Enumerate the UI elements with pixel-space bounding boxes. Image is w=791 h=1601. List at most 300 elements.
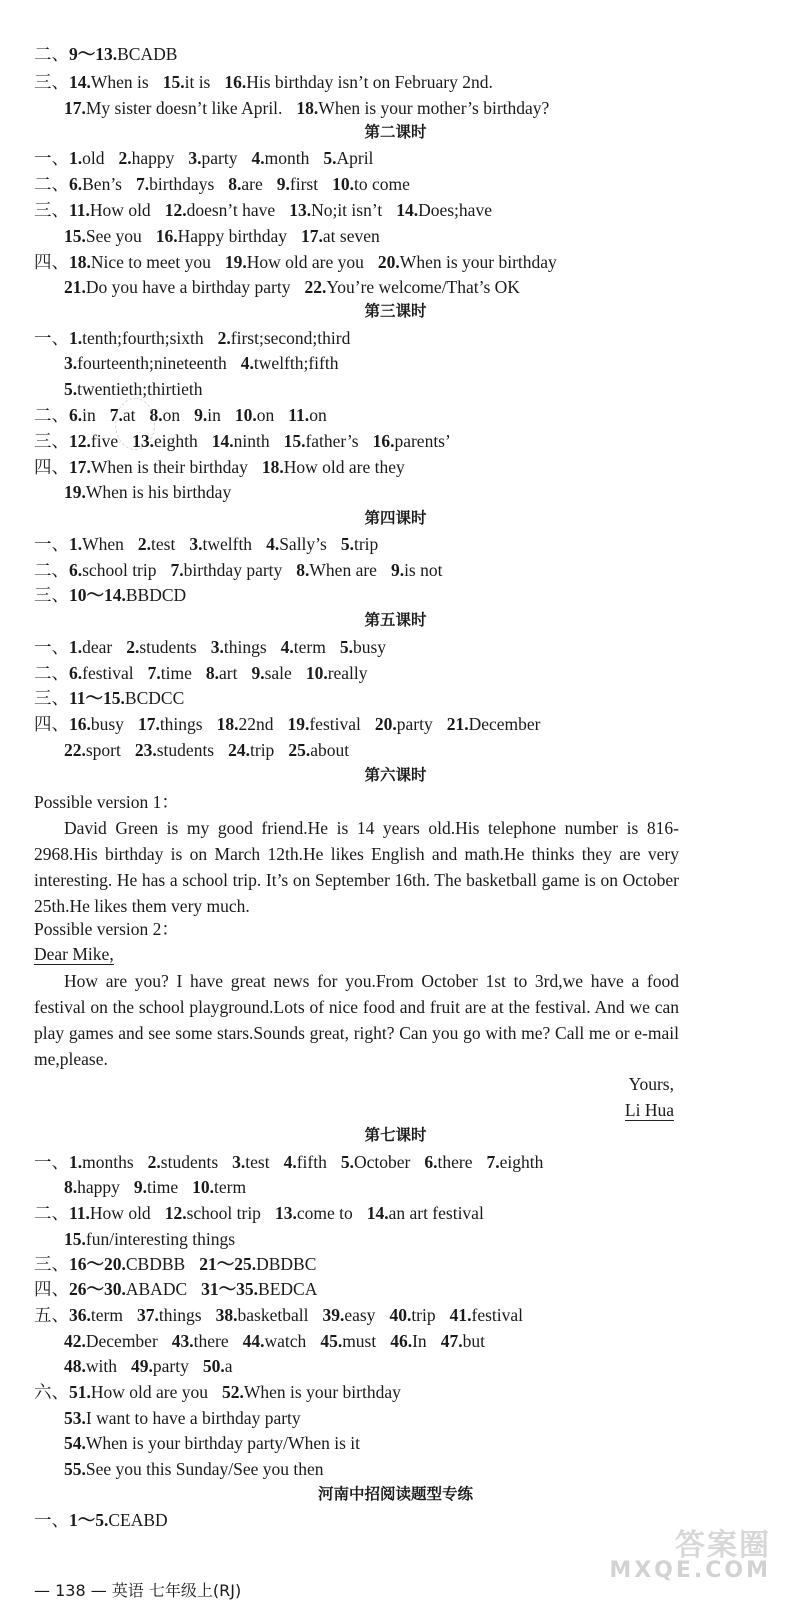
answer-text: parents’ [394,431,451,451]
question-number: 11. [69,200,90,220]
section-number: 四、 [34,457,69,477]
answer-text: Sally’s [279,534,327,554]
answer-item [284,431,359,451]
question-number: 18. [69,252,91,272]
answer-item [228,740,274,760]
answer-text: In [412,1331,427,1351]
answer-item [138,534,175,554]
section-number: 二、 [34,44,69,64]
question-number: 13. [274,1203,297,1223]
question-number: 9. [390,560,405,580]
answer-text: dear [82,637,113,657]
answer-line [34,173,424,195]
answer-item [288,405,326,425]
answer-item [69,688,184,708]
answer-item [69,1279,187,1299]
question-number: 4. [266,534,280,554]
question-number: 10. [305,663,328,683]
answer-item [320,1331,376,1351]
question-number: 7. [147,663,161,683]
question-number: 9. [251,663,265,683]
question-number: 9. [276,174,290,194]
answer-text: there [193,1331,229,1351]
answer-item [450,1305,523,1325]
answer-item [69,560,157,580]
essay-version-2-label: Possible version 2： [34,919,179,939]
answer-text: test [151,534,176,554]
question-number: 19. [64,482,86,502]
question-number: 39. [322,1305,345,1325]
answer-text: term [214,1177,247,1197]
watermark-url: MXQE.COM [609,1558,771,1583]
answer-text: students [156,740,215,760]
question-number: 16. [69,714,91,734]
section-heading-henan-reading: 河南中招阅读题型专练 [317,1485,473,1503]
question-number: 2. [126,637,140,657]
answer-text: things [159,714,203,734]
question-number: 19. [287,714,310,734]
question-number: 14. [396,200,419,220]
section-heading-lesson-4: 第四课时 [364,509,427,527]
answer-text: term [293,637,326,657]
question-number: 1. [69,148,83,168]
answer-text: I want to have a birthday party [85,1408,301,1428]
answer-text: term [90,1305,123,1325]
answer-text: DBDBC [256,1254,317,1274]
answer-text: doesn’t have [186,200,276,220]
answer-text: fun/interesting things [85,1229,236,1249]
answer-text: things [223,637,267,657]
answer-text: busy [353,637,387,657]
answer-item [69,1382,208,1402]
question-number: 47. [440,1331,463,1351]
question-number: 55. [64,1459,86,1479]
answer-text: art [219,663,238,683]
question-number: 49. [131,1356,153,1376]
question-number: 11～15. [69,688,125,708]
question-number: 1. [69,328,83,348]
question-number: 9. [133,1177,148,1197]
answer-item [373,431,451,451]
answer-text: month [264,148,310,168]
question-number: 21～25. [199,1254,257,1274]
question-number: 25. [288,740,311,760]
question-number: 9. [194,405,208,425]
answer-item [216,1305,309,1325]
answer-text: When is [90,72,149,92]
question-number: 21. [64,277,86,297]
answer-item [69,585,186,605]
question-number: 41. [449,1305,472,1325]
section-number: 一、 [34,1510,69,1530]
question-number: 38. [215,1305,238,1325]
question-number: 10. [192,1177,215,1197]
question-number: 10. [332,174,354,194]
answer-item [243,1331,307,1351]
answer-text: tenth;fourth;sixth [82,328,204,348]
question-number: 11. [288,405,310,425]
answer-text: party [396,714,433,734]
section-heading-lesson-6: 第六课时 [364,766,427,784]
answer-text: How old [89,1203,151,1223]
answer-item [211,637,267,657]
answer-line [34,636,400,658]
letter-signature: Li Hua [624,1100,674,1120]
answer-item [396,200,492,220]
section-number: 三、 [34,431,69,451]
answer-item [340,637,386,657]
answer-text: When is your birthday [399,252,557,272]
answer-text: BCDCC [124,688,185,708]
question-number: 50. [202,1356,225,1376]
question-number: 5. [64,379,78,399]
section-number: 二、 [34,1203,69,1223]
answer-text: sale [264,663,292,683]
answer-item [64,1229,235,1249]
answer-line [34,430,465,452]
answer-line [64,739,363,761]
question-number: 31～35. [201,1279,259,1299]
answer-line [64,276,534,298]
answer-text: in [82,405,96,425]
question-number: 7. [170,560,184,580]
answer-line [64,1458,338,1480]
answer-line [34,404,341,426]
answer-text: twentieth;thirtieth [77,379,203,399]
question-number: 17. [137,714,160,734]
answer-text: it is [184,72,211,92]
answer-item [69,72,149,92]
answer-item [251,663,291,683]
answer-text: CBDBB [125,1254,186,1274]
question-number: 6. [69,560,83,580]
answer-line [34,1202,498,1224]
letter-closing: Yours, [628,1074,674,1094]
question-number: 15. [162,72,185,92]
letter-salutation-wrap [34,943,114,965]
answer-text: students [160,1152,219,1172]
answer-item [424,1152,472,1172]
section-number: 四、 [34,252,69,272]
question-number: 40. [389,1305,412,1325]
answer-item [192,1177,246,1197]
question-number: 1. [69,534,83,554]
answer-item [64,1356,117,1376]
answer-text: BEDCA [258,1279,318,1299]
question-number: 53. [64,1408,86,1428]
answer-item [69,252,211,272]
answer-item [64,98,282,118]
answer-text: Nice to meet you [90,252,211,272]
answer-line [34,713,555,735]
answer-text: come to [296,1203,353,1223]
answer-item [69,1305,123,1325]
answer-text: on [162,405,181,425]
answer-text: How old are you [246,252,364,272]
answer-item [284,1152,327,1172]
answer-text: April [336,148,374,168]
answer-text: busy [90,714,124,734]
question-number: 12. [164,1203,187,1223]
answer-text: months [82,1152,134,1172]
answer-item [64,1433,360,1453]
answer-text: first [289,174,319,194]
answer-text: When is your birthday party/When is it [85,1433,360,1453]
answer-text: eighth [153,431,198,451]
answer-line [64,1407,315,1429]
answer-item [277,174,318,194]
question-number: 14. [69,72,91,92]
question-number: 14. [366,1203,389,1223]
section-number: 二、 [34,560,69,580]
answer-text: ninth [233,431,270,451]
answer-text: When are [309,560,377,580]
question-number: 3. [210,637,224,657]
answer-item [199,1254,316,1274]
answer-item [136,174,214,194]
question-number: 36. [69,1305,91,1325]
answer-item [224,72,492,92]
answer-text: When is their birthday [90,457,248,477]
question-number: 37. [136,1305,159,1325]
answer-item [189,534,252,554]
answer-text: CEABD [108,1510,168,1530]
answer-text: trip [250,740,275,760]
answer-text: fourteenth;nineteenth [77,353,227,373]
question-number: 16～20. [69,1254,126,1274]
answer-item [332,174,410,194]
question-number: 15. [64,1229,86,1249]
section-number: 一、 [34,148,69,168]
answer-item [69,457,248,477]
answer-item [222,1382,401,1402]
answer-item [69,174,122,194]
question-number: 17. [301,226,323,246]
answer-item [64,1408,301,1428]
answer-item [69,714,124,734]
answer-item [241,353,339,373]
question-number: 24. [228,740,250,760]
answer-text: with [85,1356,117,1376]
answer-text: How old are they [283,457,405,477]
question-number: 15. [283,431,306,451]
answer-line [34,147,387,169]
answer-text: about [310,740,350,760]
answer-item [212,431,270,451]
answer-text: How old [89,200,151,220]
answer-item [288,740,349,760]
answer-text: How old are you [90,1382,209,1402]
section-number: 四、 [34,714,69,734]
answer-text: You’re welcome/That’s OK [326,277,520,297]
question-number: 22. [64,740,86,760]
answer-line [34,584,200,606]
answer-item [390,1331,426,1351]
question-number: 26～30. [69,1279,126,1299]
question-number: 18. [216,714,239,734]
answer-text: birthday party [183,560,283,580]
answer-item [447,714,541,734]
question-number: 54. [64,1433,86,1453]
question-number: 1～5. [69,1510,109,1530]
answer-item [188,148,237,168]
answer-item [69,148,105,168]
answer-item [281,637,326,657]
question-number: 6. [69,174,83,194]
question-number: 3. [64,353,78,373]
answer-item [287,714,360,734]
question-number: 22. [304,277,327,297]
answer-text: BCADB [117,44,178,64]
answer-text: happy [131,148,175,168]
answer-text: festival [471,1305,524,1325]
answer-line [64,481,245,503]
answer-text: time [147,1177,179,1197]
answer-item [69,1510,168,1530]
answer-item [486,1152,543,1172]
answer-text: is not [404,560,443,580]
answer-text: must [342,1331,377,1351]
question-number: 46. [390,1331,413,1351]
question-number: 13. [132,431,154,451]
answer-line [34,1278,331,1300]
answer-text: When is his birthday [85,482,232,502]
answer-line [34,1151,557,1173]
section-heading-lesson-5: 第五课时 [364,611,427,629]
answer-text: old [82,148,105,168]
answer-line [34,533,392,555]
section-number: 一、 [34,534,69,554]
answer-text: but [462,1331,485,1351]
question-number: 4. [280,637,294,657]
question-number: 1. [69,1152,83,1172]
answer-item [289,200,382,220]
question-number: 2. [147,1152,161,1172]
question-number: 3. [189,534,203,554]
answer-text: there [437,1152,473,1172]
answer-text: ABADC [125,1279,188,1299]
answer-item [64,1459,324,1479]
question-number: 12. [164,200,187,220]
answer-text: birthdays [149,174,215,194]
question-number: 43. [171,1331,194,1351]
answer-line [34,71,507,93]
section-heading-lesson-7: 第七课时 [364,1126,427,1144]
answer-item [304,277,519,297]
question-number: 8. [149,405,163,425]
answer-line [34,456,419,478]
question-number: 17. [69,457,91,477]
answer-text: fifth [296,1152,327,1172]
question-number: 48. [64,1356,86,1376]
answer-item [137,1305,202,1325]
answer-item [165,1203,261,1223]
answer-text: students [139,637,197,657]
question-number: 4. [283,1152,297,1172]
question-number: 19. [224,252,247,272]
answer-item [148,1152,219,1172]
answer-line [34,1509,182,1531]
section-number: 三、 [34,72,69,92]
answer-text: twelfth;fifth [253,353,339,373]
answer-line [34,687,198,709]
answer-text: No;it isn’t [311,200,383,220]
answer-item [341,534,378,554]
answer-text: school trip [186,1203,261,1223]
answer-text: easy [344,1305,376,1325]
answer-text: are [241,174,263,194]
question-number: 16. [224,72,247,92]
answer-item [441,1331,485,1351]
answer-text: really [327,663,368,683]
question-number: 18. [261,457,284,477]
question-number: 4. [240,353,254,373]
answer-item [323,148,373,168]
question-number: 6. [69,405,83,425]
answer-item [172,1331,229,1351]
answer-text: Do you have a birthday party [85,277,291,297]
answer-line [64,1228,249,1250]
answer-text: eighth [499,1152,544,1172]
answer-text: to come [353,174,410,194]
question-number: 15. [64,226,86,246]
answer-item [228,174,263,194]
answer-item [64,226,142,246]
answer-text: trip [411,1305,436,1325]
section-number: 一、 [34,637,69,657]
question-number: 2. [118,148,132,168]
answer-text: festival [82,663,134,683]
answer-item [266,534,327,554]
answer-text: December [468,714,541,734]
answer-text: test [245,1152,270,1172]
question-number: 9～13. [69,44,118,64]
section-heading-lesson-3: 第三课时 [364,302,427,320]
answer-text: first;second;third [230,328,351,348]
answer-item [165,200,276,220]
answer-text: at [122,405,136,425]
question-number: 7. [109,405,123,425]
question-number: 13. [289,200,312,220]
answer-item [156,226,287,246]
question-number: 23. [134,740,157,760]
answer-text: at seven [322,226,380,246]
question-number: 45. [320,1331,343,1351]
section-number: 三、 [34,1254,69,1274]
answer-item [69,1203,151,1223]
answer-item [201,1279,317,1299]
answer-line [34,43,191,65]
answer-text: Happy birthday [177,226,288,246]
essay-version-1-label: Possible version 1： [34,792,179,812]
letter-signature-wrap [625,1099,674,1121]
question-number: 8. [64,1177,78,1197]
answer-item [69,431,118,451]
answer-item [389,1305,435,1325]
answer-item [132,431,198,451]
answer-text: My sister doesn’t like April. [85,98,283,118]
answer-line [64,1176,260,1198]
answer-line [64,378,217,400]
answer-item [301,226,380,246]
answer-item [64,482,231,502]
watermark-logo: 答案圈 [675,1528,771,1563]
answer-item [206,663,238,683]
answer-line [64,1432,374,1454]
question-number: 21. [446,714,469,734]
essay-version-2-text: How are you? I have great news for you.From October 1st to 3rd,we have a food festival on the school playground.Lots of nice food and fruit are at the festival. And we can play games and see some stars.Sounds great, right? Can you go with me? Call me or e-mail me,please. [34,971,679,1069]
answer-item [69,328,204,348]
